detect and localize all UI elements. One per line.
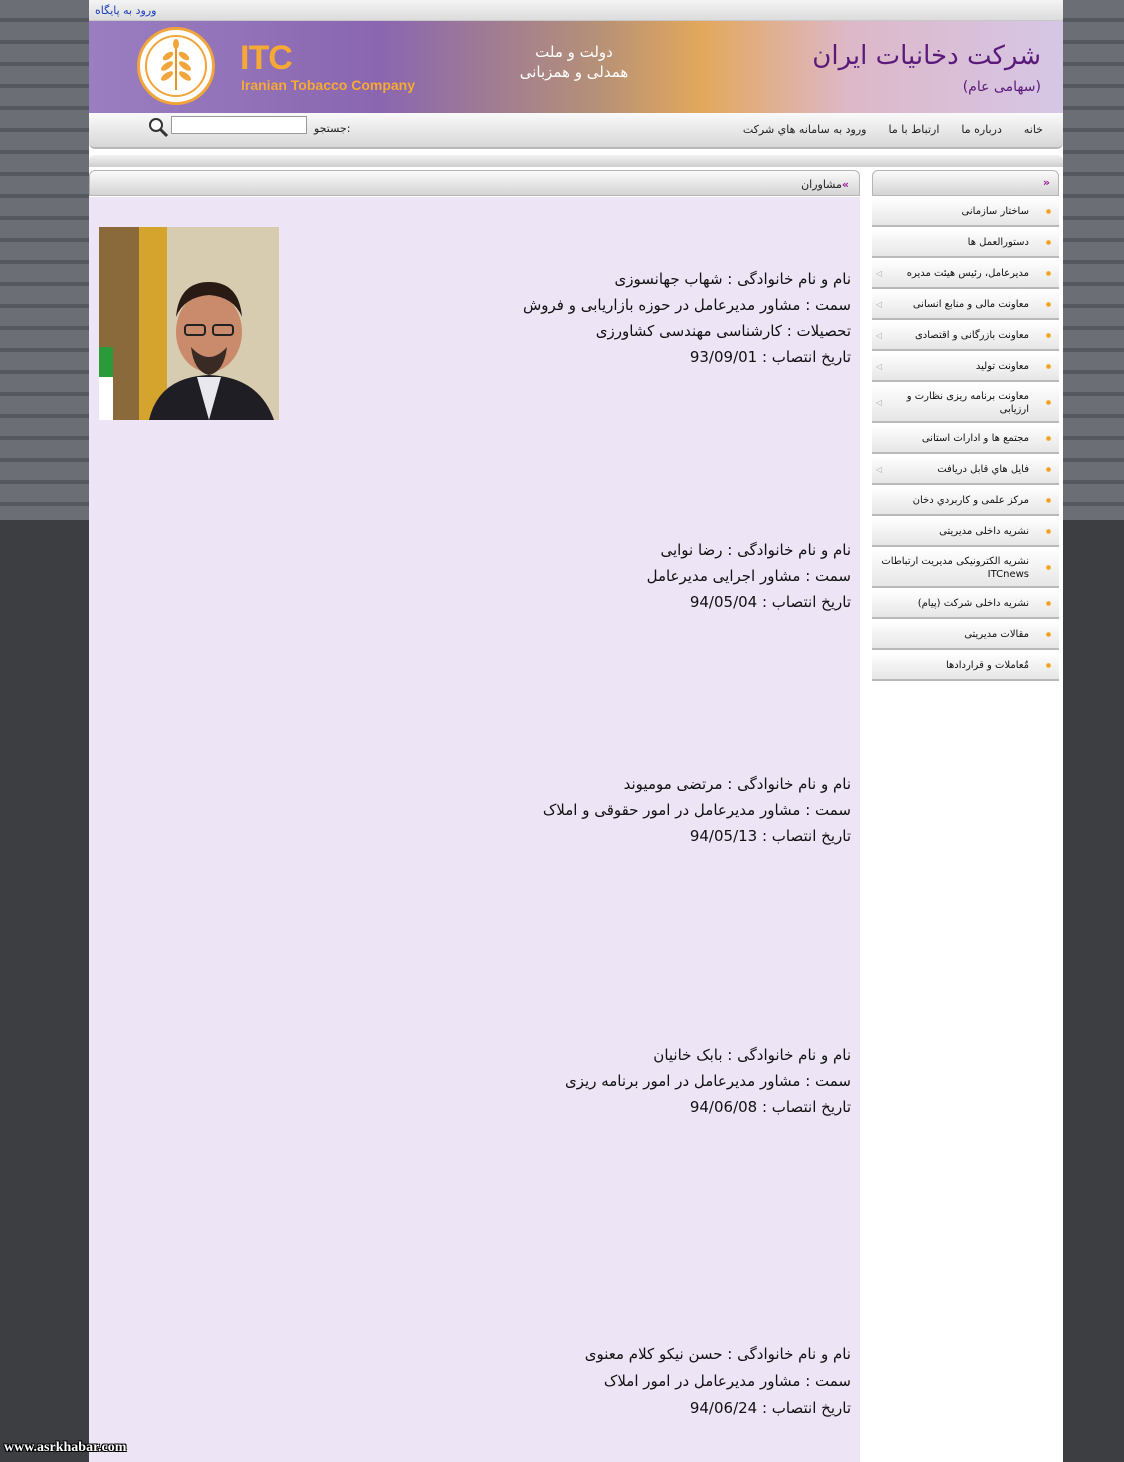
sidebar-item-label: نشریه داخلی مدیریتی (939, 526, 1029, 537)
bullet-icon (1046, 364, 1051, 369)
sidebar-item-label: معاونت بازرگانی و اقتصادی (914, 330, 1029, 341)
advisor-date: تاریخ انتصاب : 93/09/01 (689, 348, 851, 366)
login-link[interactable]: ورود به پایگاه (95, 4, 157, 17)
bullet-icon (1046, 498, 1051, 503)
advisor-name: نام و نام خانوادگی : شهاب جهانسوزی (614, 270, 851, 288)
leaf-emblem-icon (140, 30, 212, 102)
advisor-date: تاریخ انتصاب : 94/06/08 (689, 1098, 851, 1116)
search-label: جستجو: (314, 122, 351, 135)
breadcrumb (801, 178, 849, 191)
sidebar-item-label: مرکز علمی و کاربردي دخان (912, 495, 1029, 506)
bullet-icon (1046, 663, 1051, 668)
section-divider (89, 155, 1063, 167)
advisor-position: سمت : مشاور اجرایی مدیرعامل (646, 567, 851, 585)
advisor-entry (151, 771, 851, 849)
bullet-icon (1046, 529, 1051, 534)
sidebar-item-planning[interactable] (872, 384, 1059, 423)
submenu-arrow-icon: ◁ (876, 299, 883, 309)
advisor-entry (151, 537, 851, 615)
sidebar-item-ceo[interactable] (872, 260, 1059, 289)
sidebar-menu (872, 198, 1059, 683)
sidebar-item-payam[interactable] (872, 590, 1059, 619)
itc-logo-subtitle: Iranian Tobacco Company (241, 77, 415, 93)
slogan-line-1: دولت و ملت (535, 43, 613, 61)
bullet-icon (1046, 400, 1051, 405)
sidebar-header (872, 170, 1059, 196)
advisor-position: سمت : مشاور مدیرعامل در حوزه بازاریابی و فروش (522, 296, 851, 314)
company-name: شرکت دخانیات ایران (812, 41, 1041, 71)
advisor-entry (151, 1042, 851, 1120)
bullet-icon (1046, 240, 1051, 245)
sidebar-item-label: مجتمع ها و ادارات استانی (921, 433, 1029, 444)
sidebar-item-research-center[interactable] (872, 487, 1059, 516)
bullet-icon (1046, 565, 1051, 570)
bullet-icon (1046, 467, 1051, 472)
sidebar-item-label: معاونت برنامه ریزی نظارت و ارزیابی (906, 390, 1029, 415)
sidebar-item-label: ساختار سازمانی (961, 206, 1029, 217)
page-container (89, 0, 1063, 1462)
sidebar-item-instructions[interactable] (872, 229, 1059, 258)
sidebar-item-label: مقالات مدیریتی (964, 629, 1029, 640)
submenu-arrow-icon: ◁ (876, 464, 883, 474)
advisors-content (89, 197, 860, 1462)
nav-item-about[interactable]: درباره ما (961, 123, 1002, 136)
advisor-entry (151, 266, 851, 370)
sidebar-item-downloads[interactable] (872, 456, 1059, 485)
bullet-icon (1046, 601, 1051, 606)
sidebar-item-org-structure[interactable] (872, 198, 1059, 227)
content-header (89, 170, 860, 196)
itc-logo-text: ITC (240, 39, 292, 77)
sidebar-item-label: نشریه داخلی شرکت (پیام) (917, 598, 1029, 609)
sidebar-item-production[interactable] (872, 353, 1059, 382)
sidebar-item-provincial[interactable] (872, 425, 1059, 454)
nav-item-contact[interactable]: ارتباط با ما (888, 123, 940, 136)
advisor-name: نام و نام خانوادگی : بابک خانیان (653, 1046, 851, 1064)
top-bar (89, 0, 1063, 21)
advisor-name: نام و نام خانوادگی : مرتضی مومیوند (623, 775, 851, 793)
sidebar-item-internal-newsletter[interactable] (872, 518, 1059, 547)
advisor-date: تاریخ انتصاب : 94/06/24 (689, 1399, 851, 1417)
header-banner (89, 21, 1063, 113)
submenu-arrow-icon: ◁ (876, 397, 883, 407)
sidebar-item-label: فایل هاي قابل دریافت (937, 464, 1029, 475)
submenu-arrow-icon: ◁ (876, 330, 883, 340)
nav-item-home[interactable]: خانه (1023, 123, 1043, 136)
bullet-icon (1046, 436, 1051, 441)
sidebar-item-commerce[interactable] (872, 322, 1059, 351)
search-input[interactable] (171, 116, 307, 134)
submenu-arrow-icon: ◁ (876, 268, 883, 278)
advisor-position: سمت : مشاور مدیرعامل در امور برنامه ریزی (565, 1072, 851, 1090)
search-icon[interactable] (147, 116, 169, 138)
advisor-position: سمت : مشاور مدیرعامل در امور حقوقی و املاک (542, 801, 851, 819)
nav-menu (743, 123, 1043, 136)
sidebar-item-finance-hr[interactable] (872, 291, 1059, 320)
sidebar-item-label: مٌعاملات و قراردادها (945, 660, 1029, 671)
watermark: www.asrkhabar.com (4, 1440, 127, 1455)
bullet-icon (1046, 271, 1051, 276)
double-chevron-icon: » (1042, 176, 1050, 189)
submenu-arrow-icon: ◁ (876, 361, 883, 371)
sidebar-item-contracts[interactable] (872, 652, 1059, 681)
company-logo[interactable] (137, 27, 215, 105)
breadcrumb-label: مشاوران (801, 178, 842, 191)
sidebar-item-label: معاونت مالی و منابع انسانی (912, 299, 1029, 310)
advisor-entry (151, 1341, 851, 1422)
bullet-icon (1046, 632, 1051, 637)
advisor-name: نام و نام خانوادگی : رضا نوایی (660, 541, 851, 559)
bullet-icon (1046, 209, 1051, 214)
double-chevron-icon: » (841, 178, 849, 191)
sidebar-item-label: معاونت تولید (975, 361, 1029, 372)
company-subtitle: (سهامی عام) (962, 79, 1041, 95)
advisor-education: تحصیلات : کارشناسی مهندسی کشاورزی (595, 322, 851, 340)
sidebar-item-label: نشریه الکترونیکی مدیریت ارتباطات ITCnews (881, 555, 1029, 580)
sidebar-item-articles[interactable] (872, 621, 1059, 650)
sidebar-item-label: مدیرعامل، رئیس هیئت مدیره (906, 268, 1029, 279)
sidebar-item-itcnews[interactable] (872, 549, 1059, 588)
slogan-line-2: همدلی و همزبانی (519, 63, 629, 81)
sidebar-item-label: دستورالعمل ها (967, 237, 1029, 248)
advisor-date: تاریخ انتصاب : 94/05/13 (689, 827, 851, 845)
advisor-date: تاریخ انتصاب : 94/05/04 (689, 593, 851, 611)
advisor-name: نام و نام خانوادگی : حسن نیکو کلام معنوی (584, 1345, 851, 1363)
bullet-icon (1046, 302, 1051, 307)
bullet-icon (1046, 333, 1051, 338)
main-navbar (89, 113, 1063, 149)
advisor-position: سمت : مشاور مدیرعامل در امور املاک (603, 1372, 851, 1390)
nav-item-systems-login[interactable]: ورود به سامانه هاي شرکت (742, 123, 867, 136)
